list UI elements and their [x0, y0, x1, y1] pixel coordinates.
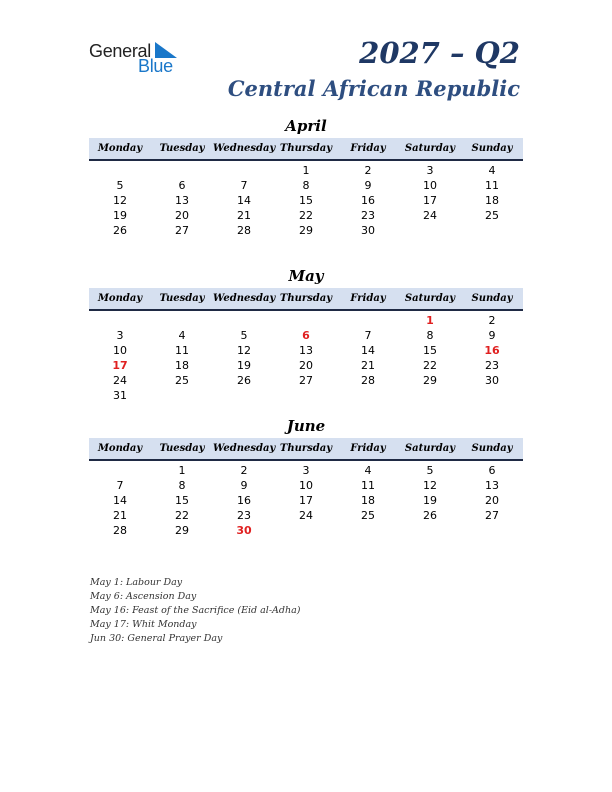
- day-cell: 22: [299, 209, 313, 222]
- day-cell: 3: [426, 164, 434, 177]
- day-cell: 21: [113, 509, 127, 522]
- holiday-note: May 1: Labour Day: [90, 577, 183, 588]
- day-cell: 8: [426, 329, 434, 342]
- week-row: [89, 208, 523, 223]
- day-cell: 22: [175, 509, 189, 522]
- day-cell: 16: [484, 344, 500, 357]
- day-cell: 4: [488, 164, 496, 177]
- day-cell: 9: [364, 179, 372, 192]
- day-cell: 26: [237, 374, 251, 387]
- page-title: 2027 – Q2: [359, 36, 520, 70]
- week-row: [89, 493, 523, 508]
- day-cell: 2: [364, 164, 372, 177]
- day-cell: [151, 388, 213, 403]
- weekday-label: Wednesday: [213, 293, 276, 304]
- day-cell: 30: [236, 524, 252, 537]
- day-cell: 14: [237, 194, 251, 207]
- week-row: [89, 163, 523, 178]
- day-cell: 20: [485, 494, 499, 507]
- holiday-note: May 6: Ascension Day: [90, 591, 197, 602]
- weekday-label: Monday: [97, 293, 143, 304]
- day-cell: 22: [423, 359, 437, 372]
- day-cell: 11: [361, 479, 375, 492]
- day-cell: [275, 388, 337, 403]
- holiday-note: Jun 30: General Prayer Day: [90, 633, 223, 644]
- day-cell: 12: [237, 344, 251, 357]
- day-cell: [399, 388, 461, 403]
- weekday-label: Wednesday: [213, 443, 276, 454]
- day-cell: 21: [237, 209, 251, 222]
- day-cell: [89, 463, 151, 478]
- week-row: [89, 373, 523, 388]
- weekday-label: Thursday: [279, 293, 333, 304]
- day-cell: [151, 313, 213, 328]
- day-cell: 4: [178, 329, 186, 342]
- day-cell: 23: [361, 209, 375, 222]
- day-cell: 5: [426, 464, 434, 477]
- day-cell: 29: [423, 374, 437, 387]
- day-cell: [275, 523, 337, 538]
- holiday-note: May 16: Feast of the Sacrifice (Eid al-Adha): [90, 605, 301, 616]
- day-cell: 15: [175, 494, 189, 507]
- month-name: May: [288, 267, 324, 285]
- month-days: [89, 163, 523, 238]
- day-cell: 7: [364, 329, 372, 342]
- weekday-label: Friday: [350, 293, 386, 304]
- day-cell: 26: [113, 224, 127, 237]
- day-cell: [213, 163, 275, 178]
- weekday-header: [89, 288, 523, 311]
- day-cell: [461, 223, 523, 238]
- day-cell: 5: [240, 329, 248, 342]
- weekday-label: Tuesday: [159, 293, 205, 304]
- day-cell: 30: [361, 224, 375, 237]
- day-cell: 21: [361, 359, 375, 372]
- day-cell: 12: [113, 194, 127, 207]
- day-cell: [275, 313, 337, 328]
- day-cell: 12: [423, 479, 437, 492]
- day-cell: 9: [488, 329, 496, 342]
- day-cell: 19: [113, 209, 127, 222]
- day-cell: 5: [116, 179, 124, 192]
- holiday-notes: [90, 576, 300, 646]
- weekday-label: Wednesday: [213, 143, 276, 154]
- day-cell: 24: [299, 509, 313, 522]
- day-cell: 18: [485, 194, 499, 207]
- weekday-label: Monday: [97, 143, 143, 154]
- logo-text-blue: Blue: [138, 56, 173, 76]
- day-cell: 10: [423, 179, 437, 192]
- day-cell: 27: [485, 509, 499, 522]
- day-cell: 13: [175, 194, 189, 207]
- day-cell: 16: [237, 494, 251, 507]
- holiday-note: May 17: Whit Monday: [90, 619, 197, 630]
- day-cell: 19: [237, 359, 251, 372]
- day-cell: [337, 388, 399, 403]
- day-cell: 25: [175, 374, 189, 387]
- day-cell: 23: [237, 509, 251, 522]
- day-cell: 8: [178, 479, 186, 492]
- weekday-header: [89, 138, 523, 161]
- day-cell: 17: [112, 359, 128, 372]
- day-cell: 6: [302, 329, 310, 342]
- day-cell: 7: [116, 479, 124, 492]
- month-name: April: [285, 117, 327, 135]
- weekday-label: Sunday: [471, 293, 513, 304]
- week-row: [89, 463, 523, 478]
- day-cell: 2: [488, 314, 496, 327]
- week-row: [89, 328, 523, 343]
- day-cell: 11: [175, 344, 189, 357]
- day-cell: [213, 388, 275, 403]
- day-cell: 18: [361, 494, 375, 507]
- day-cell: 15: [423, 344, 437, 357]
- day-cell: 7: [240, 179, 248, 192]
- day-cell: 27: [299, 374, 313, 387]
- day-cell: 26: [423, 509, 437, 522]
- day-cell: 23: [485, 359, 499, 372]
- day-cell: 9: [240, 479, 248, 492]
- day-cell: 29: [299, 224, 313, 237]
- weekday-label: Monday: [97, 443, 143, 454]
- logo-text-general: General: [89, 41, 151, 61]
- day-cell: 15: [299, 194, 313, 207]
- day-cell: 31: [113, 389, 127, 402]
- day-cell: 24: [423, 209, 437, 222]
- day-cell: 3: [116, 329, 124, 342]
- weekday-label: Sunday: [471, 443, 513, 454]
- day-cell: 28: [361, 374, 375, 387]
- month-june: [89, 416, 523, 538]
- weekday-label: Saturday: [404, 143, 456, 154]
- day-cell: 30: [485, 374, 499, 387]
- month-april: [89, 116, 523, 238]
- weekday-label: Friday: [350, 143, 386, 154]
- weekday-label: Saturday: [404, 293, 456, 304]
- day-cell: 18: [175, 359, 189, 372]
- day-cell: [89, 163, 151, 178]
- day-cell: 19: [423, 494, 437, 507]
- day-cell: 28: [113, 524, 127, 537]
- week-row: [89, 223, 523, 238]
- day-cell: 2: [240, 464, 248, 477]
- weekday-label: Tuesday: [159, 143, 205, 154]
- day-cell: 25: [485, 209, 499, 222]
- logo: [89, 40, 189, 80]
- day-cell: 3: [302, 464, 310, 477]
- week-row: [89, 523, 523, 538]
- day-cell: 27: [175, 224, 189, 237]
- day-cell: [151, 163, 213, 178]
- day-cell: [399, 223, 461, 238]
- day-cell: 20: [299, 359, 313, 372]
- week-row: [89, 388, 523, 403]
- weekday-header: [89, 438, 523, 461]
- day-cell: 20: [175, 209, 189, 222]
- day-cell: 24: [113, 374, 127, 387]
- week-row: [89, 508, 523, 523]
- day-cell: 1: [178, 464, 186, 477]
- day-cell: [399, 523, 461, 538]
- day-cell: 10: [299, 479, 313, 492]
- day-cell: [337, 313, 399, 328]
- day-cell: 16: [361, 194, 375, 207]
- month-days: [89, 313, 523, 403]
- day-cell: [337, 523, 399, 538]
- week-row: [89, 313, 523, 328]
- day-cell: 14: [113, 494, 127, 507]
- weekday-label: Friday: [350, 443, 386, 454]
- month-may: [89, 266, 523, 403]
- country-subtitle: Central African Republic: [227, 76, 520, 101]
- day-cell: [461, 523, 523, 538]
- day-cell: 29: [175, 524, 189, 537]
- day-cell: 17: [299, 494, 313, 507]
- week-row: [89, 178, 523, 193]
- day-cell: 11: [485, 179, 499, 192]
- day-cell: 28: [237, 224, 251, 237]
- day-cell: 25: [361, 509, 375, 522]
- day-cell: 6: [488, 464, 496, 477]
- weekday-label: Thursday: [279, 143, 333, 154]
- day-cell: 1: [302, 164, 310, 177]
- week-row: [89, 358, 523, 373]
- day-cell: 10: [113, 344, 127, 357]
- week-row: [89, 478, 523, 493]
- day-cell: 17: [423, 194, 437, 207]
- day-cell: [213, 313, 275, 328]
- weekday-label: Tuesday: [159, 443, 205, 454]
- day-cell: [89, 313, 151, 328]
- day-cell: 1: [426, 314, 434, 327]
- day-cell: 13: [485, 479, 499, 492]
- day-cell: [461, 388, 523, 403]
- week-row: [89, 193, 523, 208]
- day-cell: 14: [361, 344, 375, 357]
- weekday-label: Thursday: [279, 443, 333, 454]
- weekday-label: Sunday: [471, 143, 513, 154]
- day-cell: 13: [299, 344, 313, 357]
- month-days: [89, 463, 523, 538]
- day-cell: 4: [364, 464, 372, 477]
- month-name: June: [286, 417, 326, 435]
- weekday-label: Saturday: [404, 443, 456, 454]
- day-cell: 6: [178, 179, 186, 192]
- day-cell: 8: [302, 179, 310, 192]
- week-row: [89, 343, 523, 358]
